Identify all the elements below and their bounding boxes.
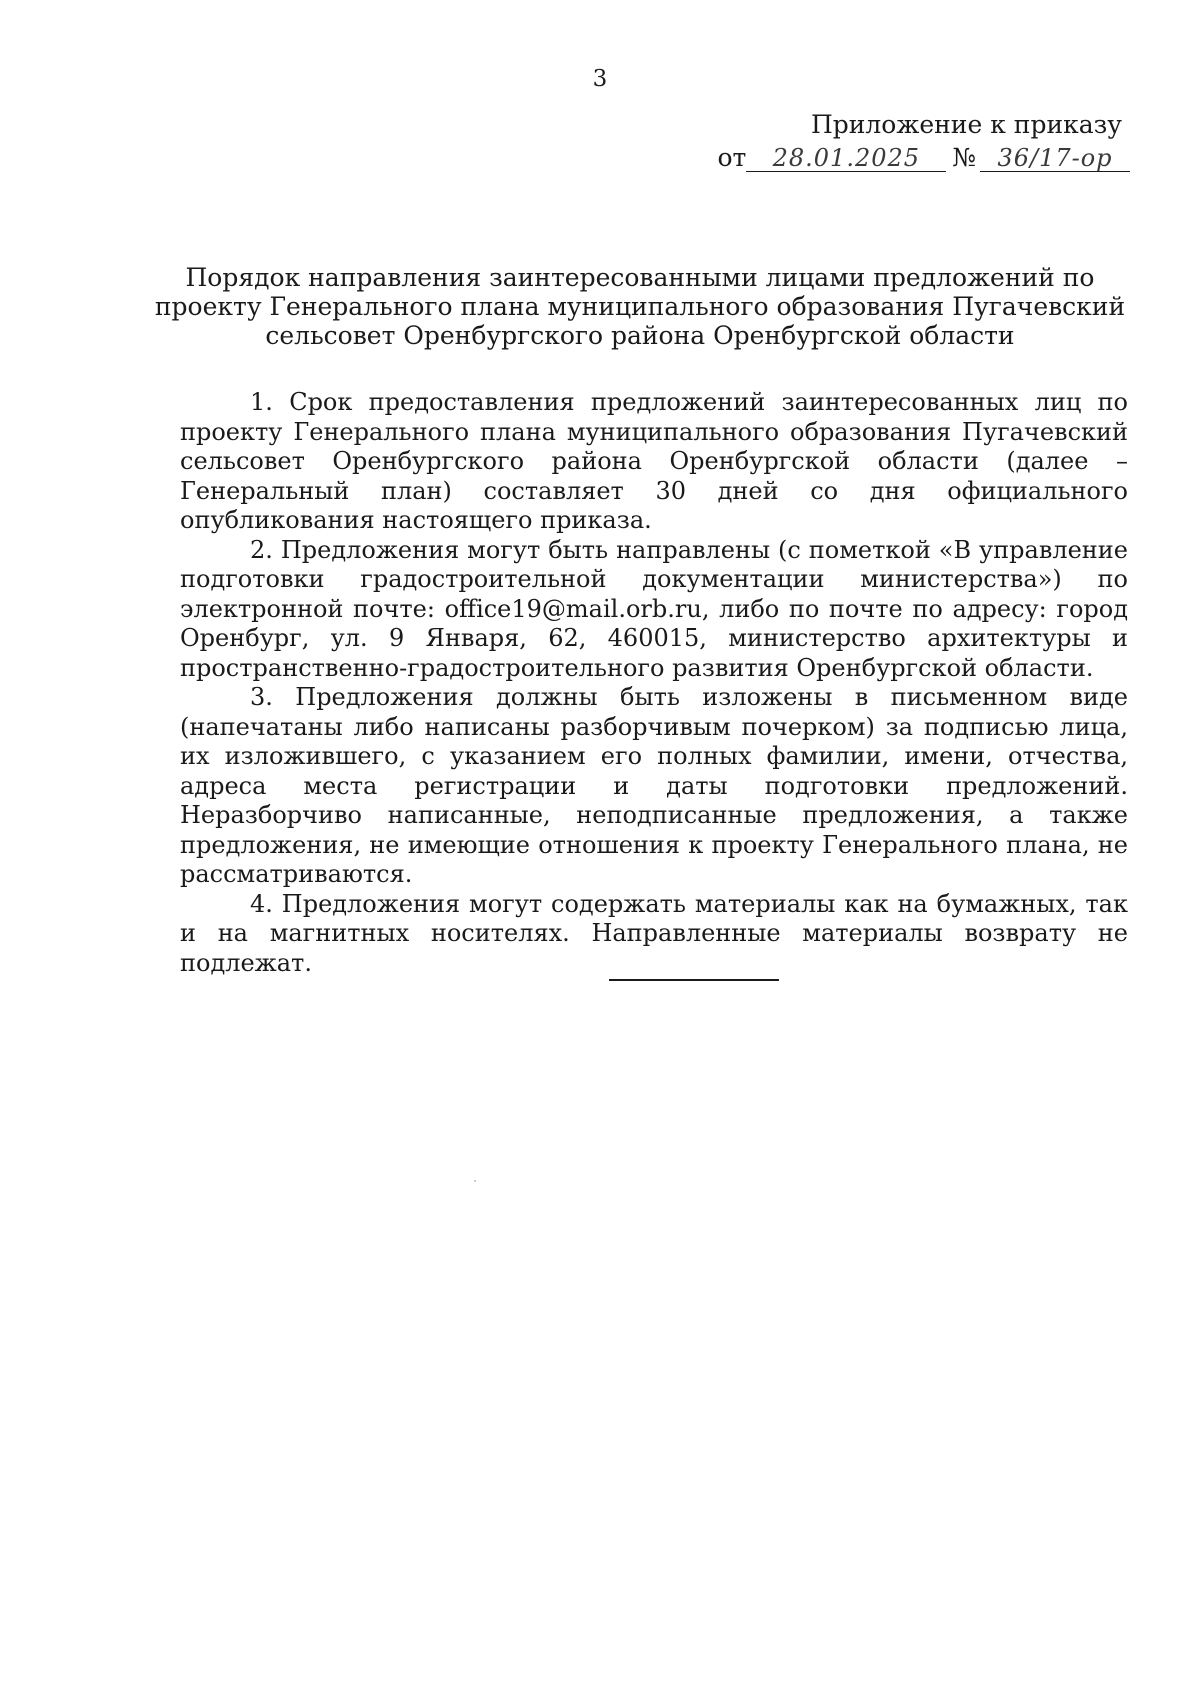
title-line: сельсовет Оренбургского района Оренбургской области <box>265 321 1015 350</box>
page-number: 3 <box>592 66 608 92</box>
title-line: проекту Генерального плана муниципального образования Пугачевский <box>154 292 1126 321</box>
title-line: Порядок направления заинтересованными лицами предложений по <box>185 263 1095 292</box>
paragraph-2: 2. Предложения могут быть направлены (с пометкой «В управление подготовки градостроительной документации министерства») по электронной почте: office19@mail.orb.ru, либо по почте по адресу: город Оренбург, ул. 9 Января, 62, 460015, министерство архитектуры и пространственно-градостроительного развития Оренбургской области. <box>180 535 1128 682</box>
paragraph-1: 1. Срок предоставления предложений заинтересованных лиц по проекту Генерального плана муниципального образования Пугачевский сельсовет Оренбургского района Оренбургской области (далее – Генеральный план) составляет 30 дней со дня официального опубликования настоящего приказа. <box>180 388 1128 534</box>
appendix-header <box>700 110 1130 172</box>
paragraph-3: 3. Предложения должны быть изложены в письменном виде (напечатаны либо написаны разборчивым почерком) за подписью лица, их изложившего, с указанием его полных фамилии, имени, отчества, адреса места регистрации и даты подготовки предложений. Неразборчиво написанные, неподписанные предложения, а также предложения, не имеющие отношения к проекту Генерального плана, не рассматриваются. <box>180 683 1128 888</box>
document-body <box>180 388 1128 978</box>
appendix-reference <box>700 143 1130 172</box>
document-title <box>150 263 1130 350</box>
handwritten-date: 28.01.2025 <box>746 146 946 172</box>
appendix-title: Приложение к приказу <box>810 110 1122 139</box>
handwritten-order-number: 36/17-ор <box>980 146 1130 172</box>
paragraph-4: 4. Предложения могут содержать материалы как на бумажных, так и на магнитных носителях. Направленные материалы возврату не подлежат. <box>180 889 1128 977</box>
scan-speck <box>474 1180 476 1182</box>
number-label: № <box>952 143 976 172</box>
closing-rule <box>609 979 779 981</box>
from-label: от <box>717 143 747 172</box>
